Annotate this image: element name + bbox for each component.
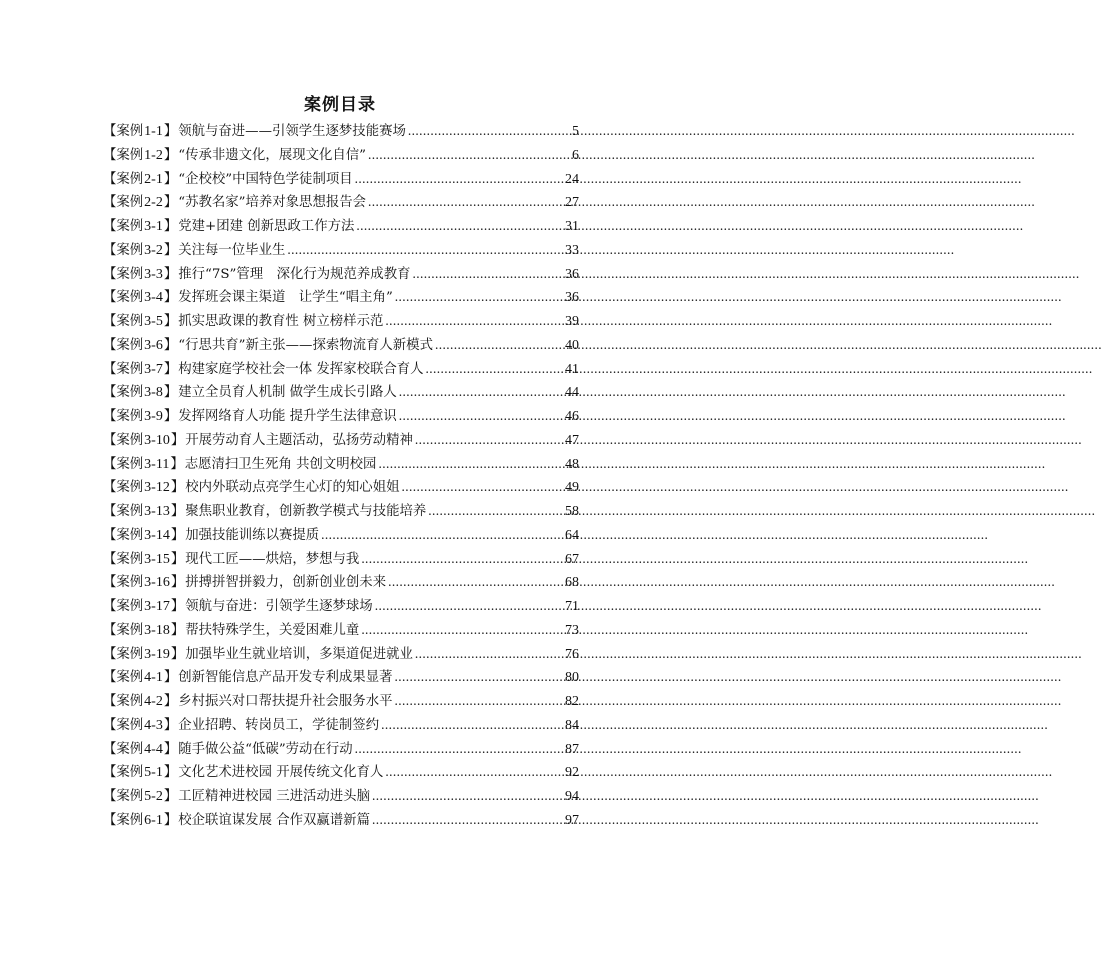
case-label: 【案例 [103, 337, 144, 353]
entry-title: 文化艺术进校园 开展传统文化育人 [178, 765, 384, 781]
dot-leader [361, 622, 563, 638]
case-label-close: 】 [170, 456, 184, 472]
dot-leader [378, 456, 563, 472]
page-number: 40 [565, 337, 579, 353]
case-label-close: 】 [163, 765, 178, 781]
toc-entry[interactable] [103, 500, 579, 524]
case-number: 6-1 [144, 812, 163, 828]
case-label: 【案例 [103, 694, 144, 709]
case-label-close: 】 [163, 717, 178, 733]
case-label-close: 】 [170, 432, 185, 448]
entry-title: 创新智能信息产品开发专利成果显著 [178, 670, 393, 686]
case-number: 3-1 [144, 219, 163, 234]
toc-entry[interactable] [103, 310, 579, 334]
toc-entry[interactable] [103, 476, 579, 500]
case-label: 【案例 [103, 551, 144, 567]
page-number: 82 [565, 694, 579, 709]
toc-entry[interactable] [103, 358, 579, 382]
case-label: 【案例 [103, 195, 144, 211]
page-number: 84 [565, 717, 579, 733]
dot-leader [381, 717, 563, 733]
case-number: 5-2 [144, 789, 163, 804]
toc-list [103, 120, 579, 833]
toc-entry[interactable] [103, 548, 579, 572]
entry-title: 构建家庭学校社会一体 发挥家校联合育人 [178, 361, 424, 377]
toc-entry[interactable] [103, 286, 579, 310]
entry-title: 随手做公益“低碳”劳动在行动 [178, 741, 353, 757]
toc-title: 案例目录 [304, 95, 376, 115]
case-number: 2-2 [144, 195, 163, 211]
case-number: 3-14 [144, 527, 170, 543]
page-number: 47 [565, 432, 579, 448]
case-label: 【案例 [103, 789, 144, 804]
dot-leader [426, 361, 563, 377]
entry-title: “苏教名家”培养对象思想报告会 [178, 195, 367, 211]
toc-entry[interactable] [103, 168, 579, 192]
entry-title: 领航与奋进：引领学生逐梦球场 [185, 599, 373, 614]
page-number: 87 [565, 741, 579, 757]
case-label: 【案例 [103, 456, 144, 472]
toc-entry[interactable] [103, 619, 579, 643]
case-label: 【案例 [103, 599, 144, 614]
case-label: 【案例 [103, 741, 144, 757]
entry-title: 开展劳动育人主题活动，弘扬劳动精神 [185, 432, 413, 448]
entry-title: “企校校”中国特色学徒制项目 [178, 171, 353, 187]
toc-entry[interactable] [103, 666, 579, 690]
entry-title: 乡村振兴对口帮扶提升社会服务水平 [178, 694, 393, 709]
dot-leader [385, 764, 563, 780]
case-label-close: 】 [163, 741, 178, 757]
case-label: 【案例 [103, 670, 144, 686]
case-label-close: 】 [163, 290, 178, 306]
dot-leader [399, 408, 563, 424]
case-label-close: 】 [163, 242, 178, 258]
entry-title: 校企联谊谋发展 合作双赢谱新篇 [178, 812, 370, 828]
case-label: 【案例 [103, 409, 144, 424]
entry-title: 发挥网络育人功能 提升学生法律意识 [178, 409, 397, 424]
page-number: 80 [565, 670, 579, 686]
dot-leader [412, 266, 563, 282]
case-number: 4-3 [144, 717, 163, 733]
case-label-close: 】 [163, 219, 178, 234]
case-label-close: 】 [163, 314, 178, 329]
case-label-close: 】 [163, 694, 178, 709]
entry-title: 推行“7S”管理 深化行为规范养成教育 [178, 266, 411, 282]
page-number: 44 [565, 385, 579, 401]
dot-leader [399, 384, 563, 400]
case-label-close: 】 [170, 551, 185, 567]
dot-leader [355, 171, 563, 187]
toc-entry[interactable] [103, 405, 579, 429]
entry-title: 党建+团建 创新思政工作方法 [178, 219, 355, 234]
dot-leader [368, 194, 563, 210]
dot-leader [372, 788, 563, 804]
case-label-close: 】 [170, 599, 185, 614]
page-number: 49 [565, 480, 579, 496]
case-label: 【案例 [103, 314, 144, 329]
page-number: 64 [565, 527, 579, 543]
case-label: 【案例 [103, 361, 144, 377]
entry-title: 校内外联动点亮学生心灯的知心姐姐 [185, 480, 400, 496]
case-label: 【案例 [103, 527, 144, 543]
case-number: 3-5 [144, 314, 163, 329]
entry-title: 加强技能训练以赛提质 [185, 527, 320, 543]
page-number: 71 [565, 599, 579, 614]
case-label-close: 】 [163, 361, 178, 377]
entry-title: 领航与奋进——引领学生逐梦技能赛场 [178, 124, 406, 139]
page-number: 36 [565, 290, 579, 306]
toc-entry[interactable] [103, 453, 579, 477]
toc-entry[interactable] [103, 524, 579, 548]
case-number: 3-15 [144, 551, 170, 567]
case-number: 4-1 [144, 670, 163, 686]
dot-leader [395, 289, 563, 305]
dot-leader [355, 741, 563, 757]
page-number: 73 [565, 622, 579, 638]
toc-entry[interactable] [103, 381, 579, 405]
case-label-close: 】 [163, 171, 178, 187]
case-number: 3-7 [144, 361, 163, 377]
dot-leader [394, 693, 563, 709]
toc-entry[interactable] [103, 761, 579, 785]
case-number: 3-12 [144, 480, 170, 496]
toc-entry[interactable] [103, 334, 579, 358]
case-label-close: 】 [163, 266, 178, 282]
case-number: 5-1 [144, 765, 163, 781]
case-number: 3-19 [144, 646, 170, 662]
dot-leader [394, 669, 563, 685]
case-label-close: 】 [163, 812, 178, 828]
page-number: 33 [565, 242, 579, 258]
toc-entry[interactable] [103, 429, 579, 453]
case-label: 【案例 [103, 646, 144, 662]
case-label: 【案例 [103, 432, 144, 448]
page-number: 97 [565, 812, 579, 828]
entry-title: 现代工匠——烘焙，梦想与我 [185, 551, 360, 567]
case-label: 【案例 [103, 717, 144, 733]
toc-entry[interactable] [103, 263, 579, 287]
case-label-close: 】 [170, 622, 185, 638]
toc-entry[interactable] [103, 144, 579, 168]
case-number: 3-8 [144, 385, 163, 401]
page-number: 5 [572, 124, 579, 139]
page-number: 68 [565, 575, 579, 591]
case-label: 【案例 [103, 171, 144, 187]
dot-leader [356, 218, 563, 234]
page-number: 41 [565, 361, 579, 377]
page-number: 6 [572, 147, 579, 163]
dot-leader [428, 503, 563, 519]
dot-leader [361, 551, 563, 567]
case-label-close: 】 [163, 195, 178, 211]
case-label-close: 】 [163, 337, 178, 353]
case-number: 3-3 [144, 266, 163, 282]
entry-title: 发挥班会课主渠道 让学生“唱主角” [178, 290, 393, 306]
dot-leader [388, 574, 563, 590]
case-label: 【案例 [103, 266, 144, 282]
case-number: 3-2 [144, 242, 163, 258]
entry-title: 企业招聘、转岗员工，学徒制签约 [178, 717, 380, 733]
case-number: 3-9 [144, 409, 163, 424]
dot-leader [435, 337, 563, 353]
case-number: 3-11 [144, 456, 170, 472]
page-number: 36 [565, 266, 579, 282]
toc-entry[interactable] [103, 690, 579, 714]
entry-title: “传承非遗文化，展现文化自信” [178, 147, 367, 163]
page-number: 31 [565, 219, 579, 234]
case-number: 2-1 [144, 171, 163, 187]
page-number: 92 [565, 765, 579, 781]
entry-title: 帮扶特殊学生，关爱困难儿童 [185, 622, 360, 638]
page-number: 46 [565, 409, 579, 424]
toc-entry[interactable] [103, 239, 579, 263]
case-label: 【案例 [103, 480, 144, 496]
case-number: 4-4 [144, 741, 163, 757]
case-number: 3-10 [144, 432, 170, 448]
page-number: 39 [565, 314, 579, 329]
case-label: 【案例 [103, 242, 144, 258]
dot-leader [372, 812, 563, 828]
case-label: 【案例 [103, 219, 144, 234]
case-label: 【案例 [103, 124, 144, 139]
case-label: 【案例 [103, 812, 144, 828]
case-label-close: 】 [163, 385, 178, 401]
toc-entry[interactable] [103, 785, 579, 809]
page-number: 24 [565, 171, 579, 187]
entry-title: 加强毕业生就业培训，多渠道促进就业 [185, 646, 413, 662]
case-label: 【案例 [103, 575, 144, 591]
case-label: 【案例 [103, 385, 144, 401]
case-label: 【案例 [103, 504, 144, 519]
dot-leader [375, 598, 563, 614]
toc-entry[interactable] [103, 191, 579, 215]
toc-entry[interactable] [103, 571, 579, 595]
dot-leader [287, 242, 563, 258]
toc-entry[interactable] [103, 714, 579, 738]
toc-entry[interactable] [103, 738, 579, 762]
case-label: 【案例 [103, 622, 144, 638]
case-number: 3-16 [144, 575, 170, 591]
page-number: 58 [565, 504, 579, 519]
toc-entry[interactable] [103, 215, 579, 239]
page-number: 48 [565, 456, 579, 472]
toc-entry[interactable] [103, 809, 579, 833]
entry-title: 抓实思政课的教育性 树立榜样示范 [178, 314, 384, 329]
case-label-close: 】 [170, 575, 185, 591]
page-number: 67 [565, 551, 579, 567]
case-label: 【案例 [103, 765, 144, 781]
entry-title: 建立全员育人机制 做学生成长引路人 [178, 385, 397, 401]
case-label-close: 】 [170, 504, 185, 519]
page-number: 94 [565, 789, 579, 804]
entry-title: 志愿清扫卫生死角 共创文明校园 [184, 456, 377, 472]
entry-title: 关注每一位毕业生 [178, 242, 286, 258]
case-number: 1-1 [144, 124, 163, 139]
page-number: 27 [565, 195, 579, 211]
dot-leader [408, 123, 570, 139]
entry-title: 拼搏拼智拼毅力，创新创业创未来 [185, 575, 387, 591]
case-label-close: 】 [163, 124, 178, 139]
case-number: 3-18 [144, 622, 170, 638]
dot-leader [401, 479, 563, 495]
case-label-close: 】 [170, 527, 185, 543]
entry-title: 工匠精神进校园 三进活动进头脑 [178, 789, 370, 804]
dot-leader [368, 147, 570, 163]
toc-entry[interactable] [103, 595, 579, 619]
toc-entry[interactable] [103, 120, 579, 144]
case-number: 3-13 [144, 504, 170, 519]
dot-leader [415, 432, 563, 448]
case-label-close: 】 [163, 670, 178, 686]
case-number: 3-6 [144, 337, 163, 353]
case-label-close: 】 [163, 147, 178, 163]
case-label-close: 】 [170, 646, 185, 662]
case-label-close: 】 [170, 480, 185, 496]
case-number: 3-17 [144, 599, 170, 614]
page-number: 76 [565, 646, 579, 662]
case-label: 【案例 [103, 290, 144, 306]
case-label-close: 】 [163, 789, 178, 804]
case-number: 3-4 [144, 290, 163, 306]
dot-leader [385, 313, 563, 329]
entry-title: “行思共育”新主张——探索物流育人新模式 [178, 337, 433, 353]
toc-entry[interactable] [103, 643, 579, 667]
case-label: 【案例 [103, 147, 144, 163]
dot-leader [321, 527, 563, 543]
dot-leader [415, 646, 563, 662]
entry-title: 聚焦职业教育，创新教学模式与技能培养 [185, 504, 427, 519]
case-label-close: 】 [163, 409, 178, 424]
case-number: 4-2 [144, 694, 163, 709]
case-number: 1-2 [144, 147, 163, 163]
